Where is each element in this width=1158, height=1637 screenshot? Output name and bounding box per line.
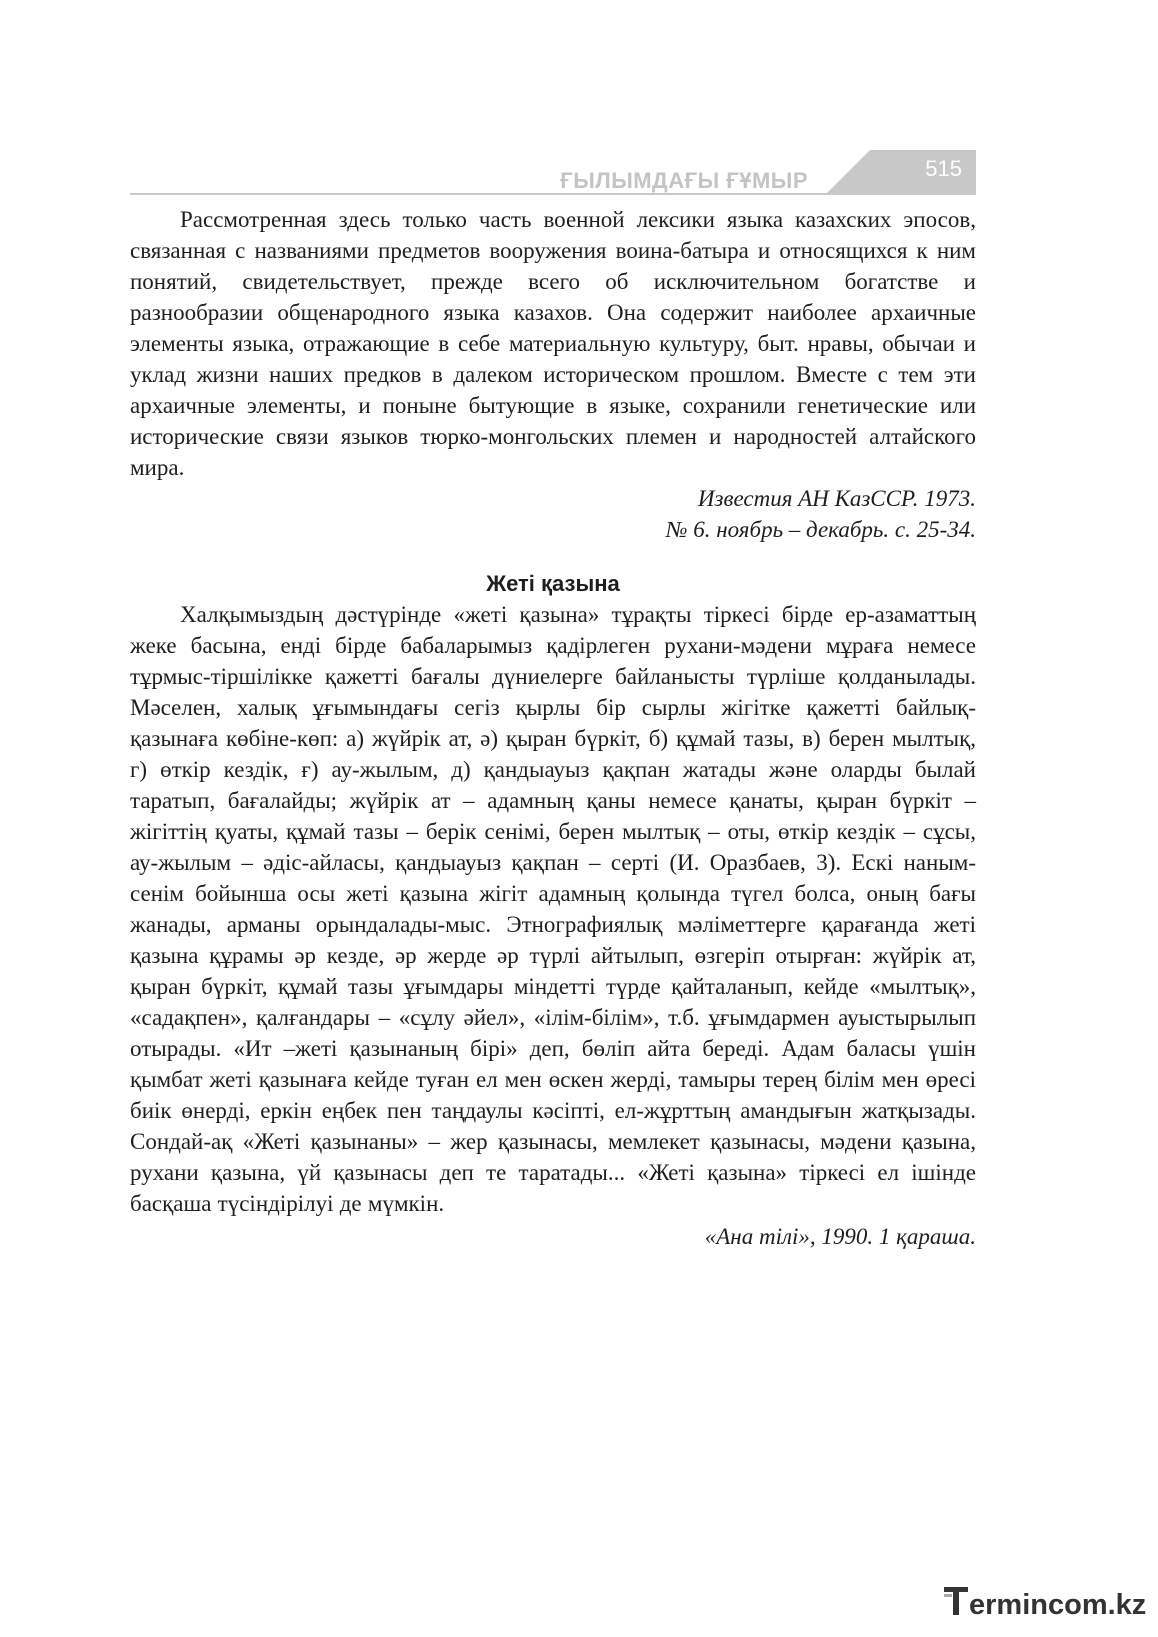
running-header xyxy=(130,150,976,196)
article2-title: Жеті қазына xyxy=(486,571,620,596)
page-content xyxy=(130,204,976,1252)
article1-source-line1: Известия АН КазССР. 1973. xyxy=(697,486,976,511)
termincom-logo-icon xyxy=(944,1585,968,1617)
running-title: ҒЫЛЫМДАҒЫ ҒҰМЫР xyxy=(560,168,808,193)
termincom-watermark xyxy=(944,1585,1147,1625)
watermark-text: ermincom.kz xyxy=(969,1589,1147,1621)
article2-body: Халқымыздың дәстүрінде «жеті қазына» тұрақты тіркесі бірде ер-азаматтың жеке басына, енді бірде бабаларымыз қадірлеген рухани-мәдени мұраға немесе тұрмыс-тіршілікке қажетті бағалы дүниелерге байланысты түрліше қолданылады. Мәселен, халық ұғымындағы сегіз қырлы бір сырлы жігітке қажетті байлық-қазынаға көбіне-көп: а) жүйрік ат, ә) қыран бүркіт, б) құмай тазы, в) берен мылтық, г) өткір кездік, ғ) ау-жылым, д) қандыауыз қақпан жатады және оларды былай таратып, бағалайды; жүйрік ат – адамның қаны немесе қанаты, қыран бүркіт – жігіттің қуаты, құмай тазы – берік сенімі, берен мылтық – оты, өткір кездік – сұсы, ау-жылым – әдіс-айласы, қандыауыз қақпан – серті (И. Оразбаев, 3). Ескі наным-сенім бойынша осы жеті қазына жігіт адамның қолында түгел болса, оның бағы жанады, арманы орындалады-мыс. Этнографиялық мәліметтерге қарағанда жеті қазына құрамы әр кезде, әр жерде әр түрлі айтылып, өзгеріп отырған: жүйрік ат, қыран бүркіт, құмай тазы ұғымдары міндетті түрде қайталанып, кейде «мылтық», «садақпен», қалғандары – «сұлу әйел», «ілім-білім», т.б. ұғымдармен ауыстырылып отырады. «Ит –жеті қазынаның бірі» деп, бөліп айта береді. Адам баласы үшін қымбат жеті қазынаға кейде туған ел мен өскен жерді, тамыры терең білім мен өресі биік өнерді, еркін еңбек пен таңдаулы кәсіпті, ел-жұрттың амандығын жатқызады. Сондай-ақ «Жеті қазынаны» – жер қазынасы, мемлекет қазынасы, мәдени қазына, рухани қазына, үй қазынасы деп те таратады... «Жеті қазына» тіркесі ел ішінде басқаша түсіндірілуі де мүмкін. xyxy=(130,602,976,1216)
article2-source: «Ана тілі», 1990. 1 қараша. xyxy=(704,1224,976,1249)
header-rule xyxy=(130,193,976,195)
article1-source-line2: № 6. ноябрь – декабрь. с. 25-34. xyxy=(665,517,976,542)
article1-source xyxy=(130,483,976,545)
article1-body: Рассмотренная здесь только часть военной лексики языка казахских эпосов, связанная с названиями предметов вооружения воина-батыра и относящихся к ним понятий, свидетельствует, прежде всего об исключительном богатстве и разнообразии общенародного языка казахов. Она содержит наиболее архаичные элементы языка, отражающие в себе материальную культуру, быт. нравы, обычаи и уклад жизни наших предков в далеком историческом прошлом. Вместе с тем эти архаичные элементы, и поныне бытующие в языке, сохранили генетические или исторические связи языков тюрко-монгольских племен и народностей алтайского мира. xyxy=(130,207,976,480)
page-number: 515 xyxy=(925,156,962,181)
